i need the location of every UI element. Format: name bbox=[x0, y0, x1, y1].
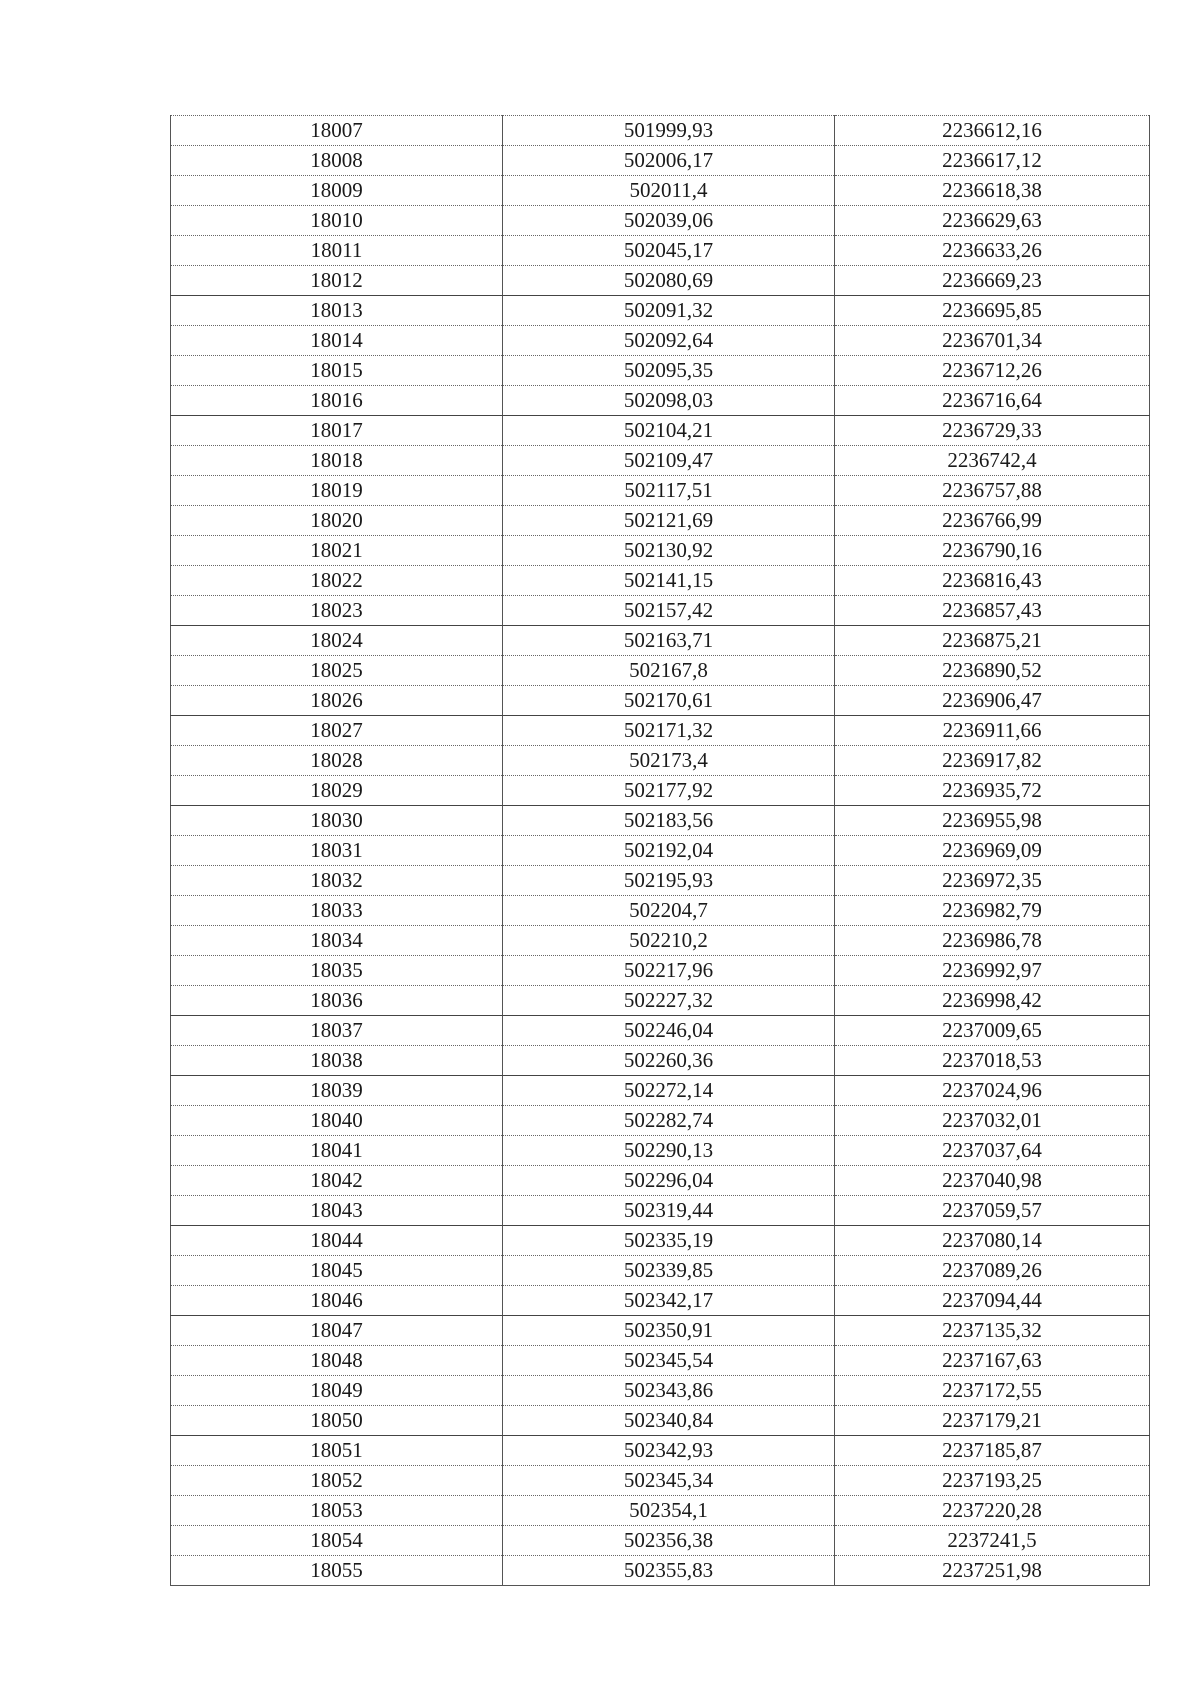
x-coordinate-cell: 502260,36 bbox=[503, 1046, 835, 1076]
coordinates-table-body bbox=[171, 116, 1150, 1586]
table-row bbox=[171, 326, 1150, 356]
x-coordinate-cell: 502163,71 bbox=[503, 626, 835, 656]
y-coordinate-cell: 2237241,5 bbox=[835, 1526, 1150, 1556]
point-number-cell: 18015 bbox=[171, 356, 503, 386]
y-coordinate-cell: 2236857,43 bbox=[835, 596, 1150, 626]
x-coordinate-cell: 502170,61 bbox=[503, 686, 835, 716]
y-coordinate-cell: 2236969,09 bbox=[835, 836, 1150, 866]
point-number-cell: 18046 bbox=[171, 1286, 503, 1316]
point-number-cell: 18013 bbox=[171, 296, 503, 326]
point-number-cell: 18022 bbox=[171, 566, 503, 596]
x-coordinate-cell: 502345,34 bbox=[503, 1466, 835, 1496]
x-coordinate-cell: 502343,86 bbox=[503, 1376, 835, 1406]
table-row bbox=[171, 806, 1150, 836]
table-row bbox=[171, 746, 1150, 776]
point-number-cell: 18010 bbox=[171, 206, 503, 236]
point-number-cell: 18049 bbox=[171, 1376, 503, 1406]
y-coordinate-cell: 2236701,34 bbox=[835, 326, 1150, 356]
y-coordinate-cell: 2236935,72 bbox=[835, 776, 1150, 806]
x-coordinate-cell: 502177,92 bbox=[503, 776, 835, 806]
table-row bbox=[171, 1196, 1150, 1226]
point-number-cell: 18009 bbox=[171, 176, 503, 206]
y-coordinate-cell: 2236669,23 bbox=[835, 266, 1150, 296]
table-row bbox=[171, 1046, 1150, 1076]
point-number-cell: 18020 bbox=[171, 506, 503, 536]
table-row bbox=[171, 896, 1150, 926]
table-row bbox=[171, 266, 1150, 296]
x-coordinate-cell: 502121,69 bbox=[503, 506, 835, 536]
point-number-cell: 18031 bbox=[171, 836, 503, 866]
y-coordinate-cell: 2236906,47 bbox=[835, 686, 1150, 716]
point-number-cell: 18053 bbox=[171, 1496, 503, 1526]
table-row bbox=[171, 626, 1150, 656]
y-coordinate-cell: 2237018,53 bbox=[835, 1046, 1150, 1076]
x-coordinate-cell: 502045,17 bbox=[503, 236, 835, 266]
table-row bbox=[171, 416, 1150, 446]
table-row bbox=[171, 776, 1150, 806]
table-row bbox=[171, 1166, 1150, 1196]
point-number-cell: 18017 bbox=[171, 416, 503, 446]
x-coordinate-cell: 502173,4 bbox=[503, 746, 835, 776]
x-coordinate-cell: 502117,51 bbox=[503, 476, 835, 506]
x-coordinate-cell: 502192,04 bbox=[503, 836, 835, 866]
table-row bbox=[171, 1556, 1150, 1586]
table-row bbox=[171, 146, 1150, 176]
y-coordinate-cell: 2237024,96 bbox=[835, 1076, 1150, 1106]
table-row bbox=[171, 1256, 1150, 1286]
table-row bbox=[171, 1286, 1150, 1316]
table-row bbox=[171, 1436, 1150, 1466]
y-coordinate-cell: 2237185,87 bbox=[835, 1436, 1150, 1466]
x-coordinate-cell: 502335,19 bbox=[503, 1226, 835, 1256]
table-row bbox=[171, 716, 1150, 746]
point-number-cell: 18044 bbox=[171, 1226, 503, 1256]
point-number-cell: 18041 bbox=[171, 1136, 503, 1166]
point-number-cell: 18043 bbox=[171, 1196, 503, 1226]
table-row bbox=[171, 116, 1150, 146]
point-number-cell: 18011 bbox=[171, 236, 503, 266]
table-row bbox=[171, 446, 1150, 476]
x-coordinate-cell: 502157,42 bbox=[503, 596, 835, 626]
table-row bbox=[171, 926, 1150, 956]
point-number-cell: 18025 bbox=[171, 656, 503, 686]
table-row bbox=[171, 1106, 1150, 1136]
point-number-cell: 18018 bbox=[171, 446, 503, 476]
point-number-cell: 18036 bbox=[171, 986, 503, 1016]
point-number-cell: 18033 bbox=[171, 896, 503, 926]
table-row bbox=[171, 1406, 1150, 1436]
y-coordinate-cell: 2236712,26 bbox=[835, 356, 1150, 386]
point-number-cell: 18039 bbox=[171, 1076, 503, 1106]
x-coordinate-cell: 502296,04 bbox=[503, 1166, 835, 1196]
y-coordinate-cell: 2237032,01 bbox=[835, 1106, 1150, 1136]
point-number-cell: 18007 bbox=[171, 116, 503, 146]
x-coordinate-cell: 502342,93 bbox=[503, 1436, 835, 1466]
y-coordinate-cell: 2236982,79 bbox=[835, 896, 1150, 926]
y-coordinate-cell: 2236757,88 bbox=[835, 476, 1150, 506]
point-number-cell: 18019 bbox=[171, 476, 503, 506]
table-row bbox=[171, 1316, 1150, 1346]
table-row bbox=[171, 1526, 1150, 1556]
table-row bbox=[171, 686, 1150, 716]
point-number-cell: 18054 bbox=[171, 1526, 503, 1556]
x-coordinate-cell: 502167,8 bbox=[503, 656, 835, 686]
table-row bbox=[171, 386, 1150, 416]
y-coordinate-cell: 2237037,64 bbox=[835, 1136, 1150, 1166]
point-number-cell: 18030 bbox=[171, 806, 503, 836]
x-coordinate-cell: 502080,69 bbox=[503, 266, 835, 296]
y-coordinate-cell: 2237220,28 bbox=[835, 1496, 1150, 1526]
y-coordinate-cell: 2236972,35 bbox=[835, 866, 1150, 896]
x-coordinate-cell: 502098,03 bbox=[503, 386, 835, 416]
x-coordinate-cell: 502340,84 bbox=[503, 1406, 835, 1436]
point-number-cell: 18027 bbox=[171, 716, 503, 746]
point-number-cell: 18008 bbox=[171, 146, 503, 176]
point-number-cell: 18051 bbox=[171, 1436, 503, 1466]
point-number-cell: 18038 bbox=[171, 1046, 503, 1076]
table-row bbox=[171, 506, 1150, 536]
y-coordinate-cell: 2236890,52 bbox=[835, 656, 1150, 686]
y-coordinate-cell: 2236992,97 bbox=[835, 956, 1150, 986]
x-coordinate-cell: 502195,93 bbox=[503, 866, 835, 896]
x-coordinate-cell: 501999,93 bbox=[503, 116, 835, 146]
x-coordinate-cell: 502039,06 bbox=[503, 206, 835, 236]
x-coordinate-cell: 502210,2 bbox=[503, 926, 835, 956]
y-coordinate-cell: 2237094,44 bbox=[835, 1286, 1150, 1316]
x-coordinate-cell: 502092,64 bbox=[503, 326, 835, 356]
point-number-cell: 18035 bbox=[171, 956, 503, 986]
x-coordinate-cell: 502354,1 bbox=[503, 1496, 835, 1526]
point-number-cell: 18021 bbox=[171, 536, 503, 566]
table-row bbox=[171, 566, 1150, 596]
table-row bbox=[171, 296, 1150, 326]
x-coordinate-cell: 502183,56 bbox=[503, 806, 835, 836]
point-number-cell: 18028 bbox=[171, 746, 503, 776]
x-coordinate-cell: 502345,54 bbox=[503, 1346, 835, 1376]
point-number-cell: 18024 bbox=[171, 626, 503, 656]
table-row bbox=[171, 1076, 1150, 1106]
y-coordinate-cell: 2237193,25 bbox=[835, 1466, 1150, 1496]
y-coordinate-cell: 2237059,57 bbox=[835, 1196, 1150, 1226]
x-coordinate-cell: 502339,85 bbox=[503, 1256, 835, 1286]
x-coordinate-cell: 502342,17 bbox=[503, 1286, 835, 1316]
x-coordinate-cell: 502171,32 bbox=[503, 716, 835, 746]
x-coordinate-cell: 502246,04 bbox=[503, 1016, 835, 1046]
x-coordinate-cell: 502290,13 bbox=[503, 1136, 835, 1166]
y-coordinate-cell: 2236917,82 bbox=[835, 746, 1150, 776]
y-coordinate-cell: 2236617,12 bbox=[835, 146, 1150, 176]
x-coordinate-cell: 502130,92 bbox=[503, 536, 835, 566]
point-number-cell: 18050 bbox=[171, 1406, 503, 1436]
point-number-cell: 18055 bbox=[171, 1556, 503, 1586]
table-row bbox=[171, 866, 1150, 896]
y-coordinate-cell: 2236618,38 bbox=[835, 176, 1150, 206]
point-number-cell: 18026 bbox=[171, 686, 503, 716]
point-number-cell: 18047 bbox=[171, 1316, 503, 1346]
x-coordinate-cell: 502011,4 bbox=[503, 176, 835, 206]
table-row bbox=[171, 1376, 1150, 1406]
table-row bbox=[171, 206, 1150, 236]
y-coordinate-cell: 2237172,55 bbox=[835, 1376, 1150, 1406]
table-row bbox=[171, 1496, 1150, 1526]
y-coordinate-cell: 2237009,65 bbox=[835, 1016, 1150, 1046]
x-coordinate-cell: 502217,96 bbox=[503, 956, 835, 986]
y-coordinate-cell: 2237040,98 bbox=[835, 1166, 1150, 1196]
point-number-cell: 18052 bbox=[171, 1466, 503, 1496]
y-coordinate-cell: 2237135,32 bbox=[835, 1316, 1150, 1346]
y-coordinate-cell: 2236790,16 bbox=[835, 536, 1150, 566]
y-coordinate-cell: 2236911,66 bbox=[835, 716, 1150, 746]
y-coordinate-cell: 2236729,33 bbox=[835, 416, 1150, 446]
y-coordinate-cell: 2236742,4 bbox=[835, 446, 1150, 476]
table-row bbox=[171, 1226, 1150, 1256]
y-coordinate-cell: 2237179,21 bbox=[835, 1406, 1150, 1436]
x-coordinate-cell: 502227,32 bbox=[503, 986, 835, 1016]
table-row bbox=[171, 176, 1150, 206]
point-number-cell: 18037 bbox=[171, 1016, 503, 1046]
point-number-cell: 18040 bbox=[171, 1106, 503, 1136]
y-coordinate-cell: 2236716,64 bbox=[835, 386, 1150, 416]
point-number-cell: 18048 bbox=[171, 1346, 503, 1376]
x-coordinate-cell: 502350,91 bbox=[503, 1316, 835, 1346]
x-coordinate-cell: 502091,32 bbox=[503, 296, 835, 326]
y-coordinate-cell: 2236633,26 bbox=[835, 236, 1150, 266]
table-row bbox=[171, 596, 1150, 626]
x-coordinate-cell: 502109,47 bbox=[503, 446, 835, 476]
table-row bbox=[171, 656, 1150, 686]
y-coordinate-cell: 2237251,98 bbox=[835, 1556, 1150, 1586]
x-coordinate-cell: 502356,38 bbox=[503, 1526, 835, 1556]
y-coordinate-cell: 2236766,99 bbox=[835, 506, 1150, 536]
y-coordinate-cell: 2236629,63 bbox=[835, 206, 1150, 236]
table-row bbox=[171, 836, 1150, 866]
table-row bbox=[171, 1346, 1150, 1376]
x-coordinate-cell: 502319,44 bbox=[503, 1196, 835, 1226]
x-coordinate-cell: 502282,74 bbox=[503, 1106, 835, 1136]
point-number-cell: 18014 bbox=[171, 326, 503, 356]
y-coordinate-cell: 2236612,16 bbox=[835, 116, 1150, 146]
table-row bbox=[171, 356, 1150, 386]
table-row bbox=[171, 476, 1150, 506]
y-coordinate-cell: 2236986,78 bbox=[835, 926, 1150, 956]
table-row bbox=[171, 1016, 1150, 1046]
y-coordinate-cell: 2236998,42 bbox=[835, 986, 1150, 1016]
x-coordinate-cell: 502095,35 bbox=[503, 356, 835, 386]
point-number-cell: 18029 bbox=[171, 776, 503, 806]
coordinates-table bbox=[170, 115, 1150, 1586]
point-number-cell: 18045 bbox=[171, 1256, 503, 1286]
point-number-cell: 18042 bbox=[171, 1166, 503, 1196]
table-row bbox=[171, 956, 1150, 986]
y-coordinate-cell: 2236816,43 bbox=[835, 566, 1150, 596]
table-row bbox=[171, 986, 1150, 1016]
y-coordinate-cell: 2236695,85 bbox=[835, 296, 1150, 326]
table-row bbox=[171, 236, 1150, 266]
point-number-cell: 18034 bbox=[171, 926, 503, 956]
point-number-cell: 18032 bbox=[171, 866, 503, 896]
table-row bbox=[171, 1136, 1150, 1166]
point-number-cell: 18023 bbox=[171, 596, 503, 626]
x-coordinate-cell: 502204,7 bbox=[503, 896, 835, 926]
x-coordinate-cell: 502141,15 bbox=[503, 566, 835, 596]
y-coordinate-cell: 2237167,63 bbox=[835, 1346, 1150, 1376]
x-coordinate-cell: 502006,17 bbox=[503, 146, 835, 176]
x-coordinate-cell: 502104,21 bbox=[503, 416, 835, 446]
y-coordinate-cell: 2237080,14 bbox=[835, 1226, 1150, 1256]
y-coordinate-cell: 2236955,98 bbox=[835, 806, 1150, 836]
y-coordinate-cell: 2236875,21 bbox=[835, 626, 1150, 656]
x-coordinate-cell: 502272,14 bbox=[503, 1076, 835, 1106]
point-number-cell: 18016 bbox=[171, 386, 503, 416]
table-row bbox=[171, 536, 1150, 566]
point-number-cell: 18012 bbox=[171, 266, 503, 296]
x-coordinate-cell: 502355,83 bbox=[503, 1556, 835, 1586]
table-row bbox=[171, 1466, 1150, 1496]
y-coordinate-cell: 2237089,26 bbox=[835, 1256, 1150, 1286]
